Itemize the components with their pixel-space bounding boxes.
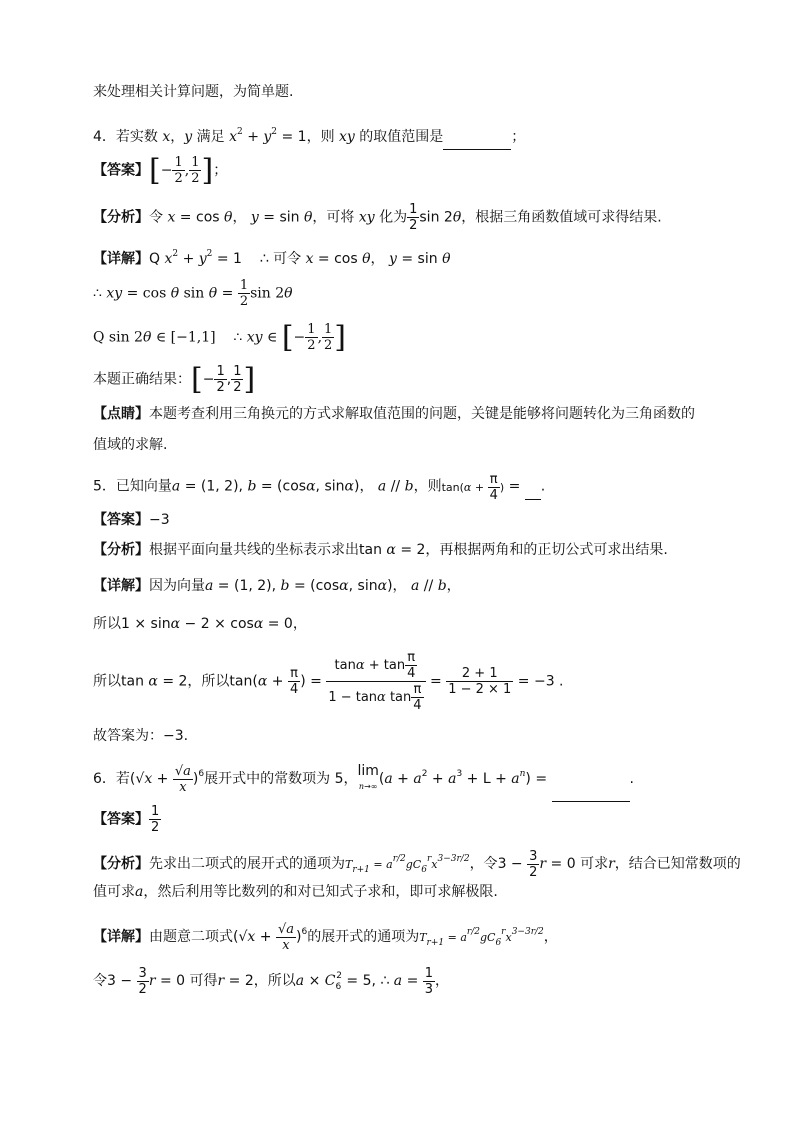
q5-analysis: 【分析】根据平面向量共线的坐标表示求出tan α = 2，再根据两角和的正切公式可求出结果. [93, 542, 668, 558]
q6-detail: 【详解】由题意二项式(√x + $\frac{√a}{x}$ )$^6$的展开式的通项为$T_{r+1} = a^{r/2}gC_6^rx^{3-3r/2}$， [93, 921, 558, 953]
q5-answer: 【答案】−3 [93, 512, 170, 528]
q6-analysis: 【分析】先求出二项式的展开式的通项为$T_{r+1} = a^{r/2}gC_6^rx^{3-3r/2}$，令3 − $\frac{3}{2}$ r = 0 可求r，结合已知常数项的 [93, 848, 741, 880]
q5-detail-step2: 所以1 × sinα − 2 × cosα = 0， [93, 616, 307, 632]
q4-dianjing-cont: 值域的求解. [93, 437, 168, 453]
q5-final: 故答案为：−3. [93, 728, 189, 744]
q4-detail: 【详解】Q $x^2 + y^2 = 1$ ∴ 可令 x = cos θ， y = sin θ [93, 249, 451, 267]
continuation-text: 来处理相关计算问题，为简单题. [93, 84, 294, 100]
q6-answer: 【答案】 $\frac{1}{2}$ [93, 804, 160, 835]
q4-dianjing: 【点睛】本题考查利用三角换元的方式求解取值范围的问题，关键是能够将问题转化为三角函数的 [93, 406, 695, 422]
question-6: 6．若(√x + $\frac{√a}{x}$ )$^6$展开式中的常数项为 5， lim n→∞ $(a + a^2 + a^3 + L + a^n)$ = . [93, 754, 634, 802]
q5-detail: 【详解】因为向量a = (1, 2), b = (cosα, sinα)， a // b， [93, 578, 461, 594]
q4-answer: 【答案】[− $\frac{1}{2}$ , $\frac{1}{2}$ ]； [93, 152, 228, 188]
q4-analysis: 【分析】令 x = cos θ， y = sin θ，可将 xy 化为 $\frac{1}{2}$ sin 2θ，根据三角函数值域可求得结果. [93, 202, 662, 233]
q6-detail-step2: 令3 − $\frac{3}{2}$ r = 0 可得r = 2，所以$a \times C_6^2 = 5$, ∴ a = $\frac{1}{3}$ ， [93, 965, 450, 997]
q5-detail-step3: 所以tan α = 2，所以tan(α + $\frac{\pi}{4}$ ) = tanα + tan $\frac{\pi}{4}$ 1 − tanα tan $\frac{\pi}{4}$ = $\frac{2 + 1}{1 - 2 \times 1}$ = −3 . [93, 650, 564, 713]
question-4: 4．若实数 x，y 满足 $x^2 + y^2 = 1$，则 xy 的取值范围是 ； [93, 122, 525, 150]
q4-detail-step3: Q sin 2θ ∈ [−1,1] ∴ xy ∈ [− $\frac{1}{2}$ , $\frac{1}{2}$ ] [93, 319, 347, 355]
q4-result: 本题正确结果：[− $\frac{1}{2}$ , $\frac{1}{2}$ ] [93, 361, 256, 397]
q6-analysis-cont: 值可求a，然后利用等比数列的和对已知式子求和，即可求解极限. [93, 884, 498, 900]
q4-detail-step2: ∴ xy = cos θ sin θ = $\frac{1}{2}$ sin 2θ [93, 278, 293, 309]
question-5: 5．已知向量a = (1, 2), b = (cosα, sinα)， a // b，则tan(α + $\frac{\pi}{4}$ ) = . [93, 472, 546, 503]
